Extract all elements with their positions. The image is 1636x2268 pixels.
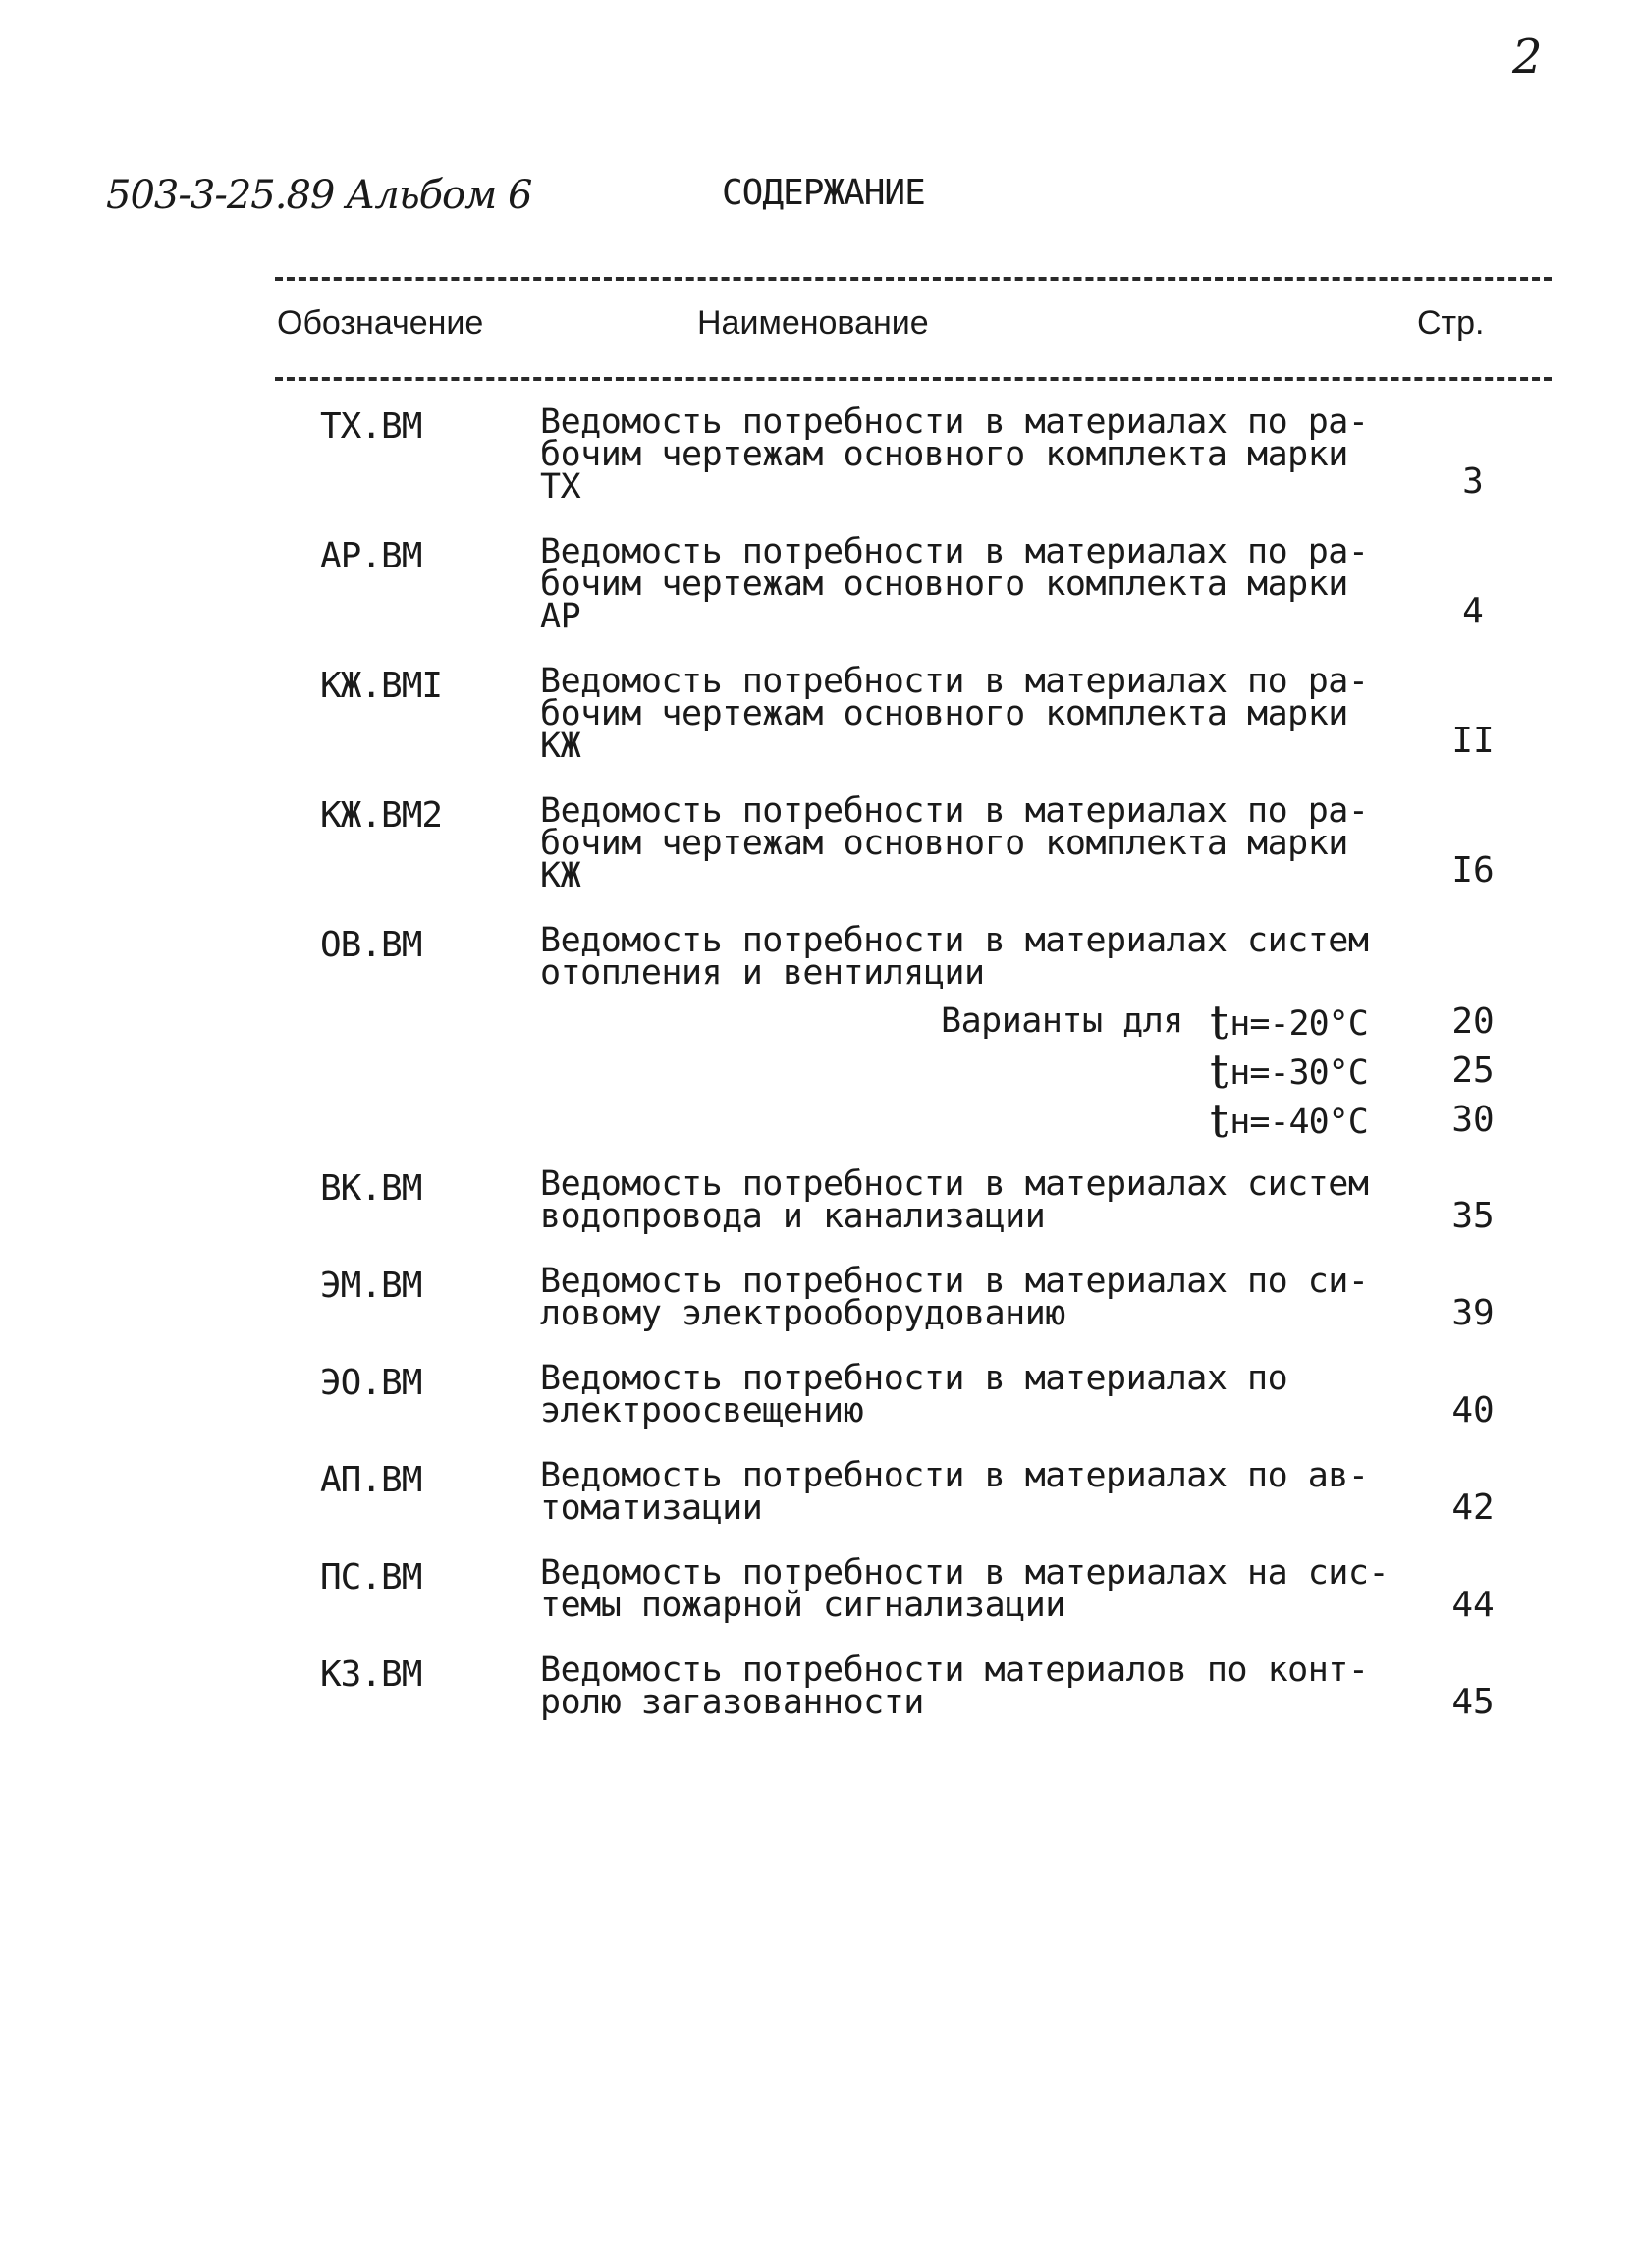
row-page: 39 bbox=[1451, 1293, 1495, 1333]
row-name-line: отопления и вентиляции bbox=[540, 953, 985, 993]
row-name bbox=[540, 1650, 1375, 1722]
row-page: 40 bbox=[1451, 1390, 1495, 1431]
variants-label: Варианты для bbox=[941, 1001, 1183, 1041]
row-code: ПС.ВМ bbox=[320, 1557, 422, 1597]
variant-page: 25 bbox=[1451, 1051, 1495, 1091]
table-row bbox=[0, 921, 1636, 1151]
row-name-line: бочим чертежам основного комплекта марки bbox=[540, 824, 1348, 863]
document-title: СОДЕРЖАНИЕ bbox=[722, 173, 925, 213]
table-row bbox=[0, 662, 1636, 783]
row-name-line: Ведомость потребности в материалах по си- bbox=[540, 1262, 1369, 1301]
row-name-line: ловому электрооборудованию bbox=[540, 1294, 1065, 1333]
row-name bbox=[540, 1456, 1375, 1528]
row-name-line: ролю загазованности bbox=[540, 1683, 924, 1722]
temperature-value: н=-20°С bbox=[1229, 1004, 1368, 1044]
row-name-line: Ведомость потребности в материалах по ра- bbox=[540, 403, 1369, 442]
row-page: II bbox=[1451, 721, 1495, 761]
row-name-line: томатизации bbox=[540, 1488, 763, 1528]
temperature-variant bbox=[1210, 1045, 1368, 1100]
row-name-line: водопровода и канализации bbox=[540, 1197, 1046, 1236]
dashed-rule-bottom bbox=[275, 377, 1552, 381]
row-name-line: темы пожарной сигнализации bbox=[540, 1586, 1065, 1625]
temperature-value: н=-40°С bbox=[1229, 1103, 1368, 1142]
row-name-line: Ведомость потребности в материалах по ра- bbox=[540, 662, 1369, 701]
row-code: КЗ.ВМ bbox=[320, 1654, 422, 1695]
table-row bbox=[0, 532, 1636, 654]
dashed-rule-top bbox=[275, 277, 1552, 281]
temperature-variant bbox=[1210, 1094, 1368, 1149]
row-name bbox=[540, 921, 1375, 993]
row-name-line: Ведомость потребности в материалах по ав- bbox=[540, 1456, 1369, 1495]
row-name-line: бочим чертежам основного комплекта марки bbox=[540, 694, 1348, 733]
row-code: ЭМ.ВМ bbox=[320, 1266, 422, 1306]
table-row bbox=[0, 1650, 1636, 1772]
temperature-value: н=-30°С bbox=[1229, 1053, 1368, 1093]
row-name bbox=[540, 1553, 1390, 1625]
row-code: ОВ.ВМ bbox=[320, 925, 422, 965]
row-name bbox=[540, 662, 1375, 766]
row-code: АР.ВМ bbox=[320, 536, 422, 576]
row-code: КЖ.ВМI bbox=[320, 666, 443, 706]
variant-page: 30 bbox=[1451, 1100, 1495, 1140]
temperature-symbol: t bbox=[1210, 1094, 1228, 1149]
row-name-line: Ведомость потребности в материалах по ра- bbox=[540, 532, 1369, 571]
column-header-code: Обозначение bbox=[277, 304, 484, 342]
column-header-name: Наименование bbox=[697, 304, 929, 342]
row-name bbox=[540, 1262, 1375, 1333]
row-page: 35 bbox=[1451, 1196, 1495, 1236]
row-name-line: Ведомость потребности в материалах систем bbox=[540, 921, 1369, 960]
row-page: 3 bbox=[1462, 461, 1484, 502]
row-name bbox=[540, 403, 1375, 507]
row-name bbox=[540, 1359, 1375, 1431]
row-name-line: Ведомость потребности в материалах систем bbox=[540, 1164, 1369, 1204]
album-code: 503-3-25.89 Альбом 6 bbox=[106, 173, 532, 218]
row-page: 45 bbox=[1451, 1682, 1495, 1722]
row-page: I6 bbox=[1451, 850, 1495, 891]
row-code: КЖ.ВМ2 bbox=[320, 795, 443, 836]
row-name-line: электроосвещению bbox=[540, 1391, 864, 1431]
row-name-line: бочим чертежам основного комплекта марки bbox=[540, 565, 1348, 604]
column-header-page: Стр. bbox=[1417, 304, 1485, 342]
temperature-symbol: t bbox=[1210, 1045, 1228, 1100]
row-name-line: КЖ bbox=[540, 856, 581, 895]
row-name-line: Ведомость потребности материалов по конт- bbox=[540, 1650, 1369, 1690]
row-name bbox=[540, 532, 1375, 636]
row-name-line: АР bbox=[540, 597, 581, 636]
row-code: ТХ.ВМ bbox=[320, 406, 422, 447]
row-code: АП.ВМ bbox=[320, 1460, 422, 1500]
row-code: ЭО.ВМ bbox=[320, 1363, 422, 1403]
table-row bbox=[0, 403, 1636, 524]
variant-page: 20 bbox=[1451, 1001, 1495, 1042]
row-name-line: бочим чертежам основного комплекта марки bbox=[540, 435, 1348, 474]
page-number: 2 bbox=[1512, 29, 1543, 84]
row-name-line: Ведомость потребности в материалах на сис- bbox=[540, 1553, 1390, 1593]
row-name bbox=[540, 1164, 1375, 1236]
row-name bbox=[540, 791, 1375, 895]
row-name-line: Ведомость потребности в материалах по bbox=[540, 1359, 1288, 1398]
row-name-line: КЖ bbox=[540, 727, 581, 766]
temperature-variant bbox=[1210, 996, 1368, 1051]
row-name-line: ТХ bbox=[540, 467, 581, 507]
row-code: ВК.ВМ bbox=[320, 1168, 422, 1209]
table-row bbox=[0, 791, 1636, 913]
row-name-line: Ведомость потребности в материалах по ра- bbox=[540, 791, 1369, 831]
row-page: 4 bbox=[1462, 591, 1484, 631]
row-page: 44 bbox=[1451, 1585, 1495, 1625]
temperature-symbol: t bbox=[1210, 996, 1228, 1051]
row-page: 42 bbox=[1451, 1487, 1495, 1528]
